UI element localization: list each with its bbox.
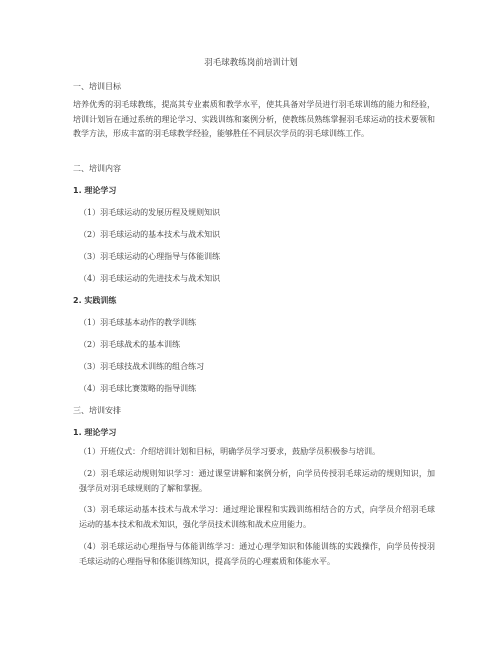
list-item: （1）羽毛球基本动作的教学训练: [79, 318, 197, 327]
list-item: （1）羽毛球运动的发展历程及规则知识: [79, 208, 221, 217]
section-2-subheading-1: [73, 185, 116, 196]
subheading-label: 1. 理论学习: [73, 186, 117, 195]
list-item: （4）羽毛球运动的先进技术与战术知识: [79, 274, 221, 283]
section-1-text: 培养优秀的羽毛球教练，提高其专业素质和教学水平，使其具备对学员进行羽毛球训练的能力和经验，培训计划旨在通过系统的理论学习、实践训练和案例分析，使教练员熟练掌握羽毛球运动的技术要领和教学方法，形成丰富的羽毛球教学经验，能够胜任不同层次学员的羽毛球训练工作。: [73, 100, 435, 138]
list-item: （4）羽毛球比赛策略的指导训练: [79, 384, 197, 393]
section-3-heading: 三、培训安排: [73, 406, 121, 415]
section-1-heading: 一、培训目标: [73, 82, 121, 91]
list-item: （3）羽毛球运动基本技术与战术学习：通过理论课程和实践训练相结合的方式，向学员介绍羽毛球运动的基本技术和战术知识，强化学员技术训练和战术应用能力。: [79, 505, 435, 529]
list-item: （3）羽毛球运动的心理指导与体能训练: [79, 252, 221, 261]
subheading-label: 2. 实践训练: [73, 296, 117, 305]
list-item: （2）羽毛球战术的基本训练: [79, 340, 181, 349]
list-item: （2）羽毛球运动规则知识学习：通过课堂讲解和案例分析，向学员传授羽毛球运动的规则知识，加强学员对羽毛球规则的了解和掌握。: [79, 469, 435, 493]
list-item: （3）羽毛球技战术训练的组合练习: [79, 362, 205, 371]
list-item: （1）开班仪式：介绍培训计划和目标，明确学员学习要求，鼓励学员积极参与培训。: [79, 447, 381, 456]
section-2-subheading-2: [73, 295, 116, 306]
doc-title: 羽毛球教练岗前培训计划: [204, 58, 298, 68]
subheading-label: 1. 理论学习: [73, 428, 117, 437]
section-2-heading: 二、培训内容: [73, 164, 121, 173]
section-3-subheading-1: [73, 427, 116, 438]
list-item: （2）羽毛球运动的基本技术与战术知识: [79, 230, 221, 239]
list-item: （4）羽毛球运动心理指导与体能训练学习：通过心理学知识和体能训练的实践操作，向学员传授羽毛球运动的心理指导和体能训练知识，提高学员的心理素质和体能水平。: [79, 542, 435, 566]
